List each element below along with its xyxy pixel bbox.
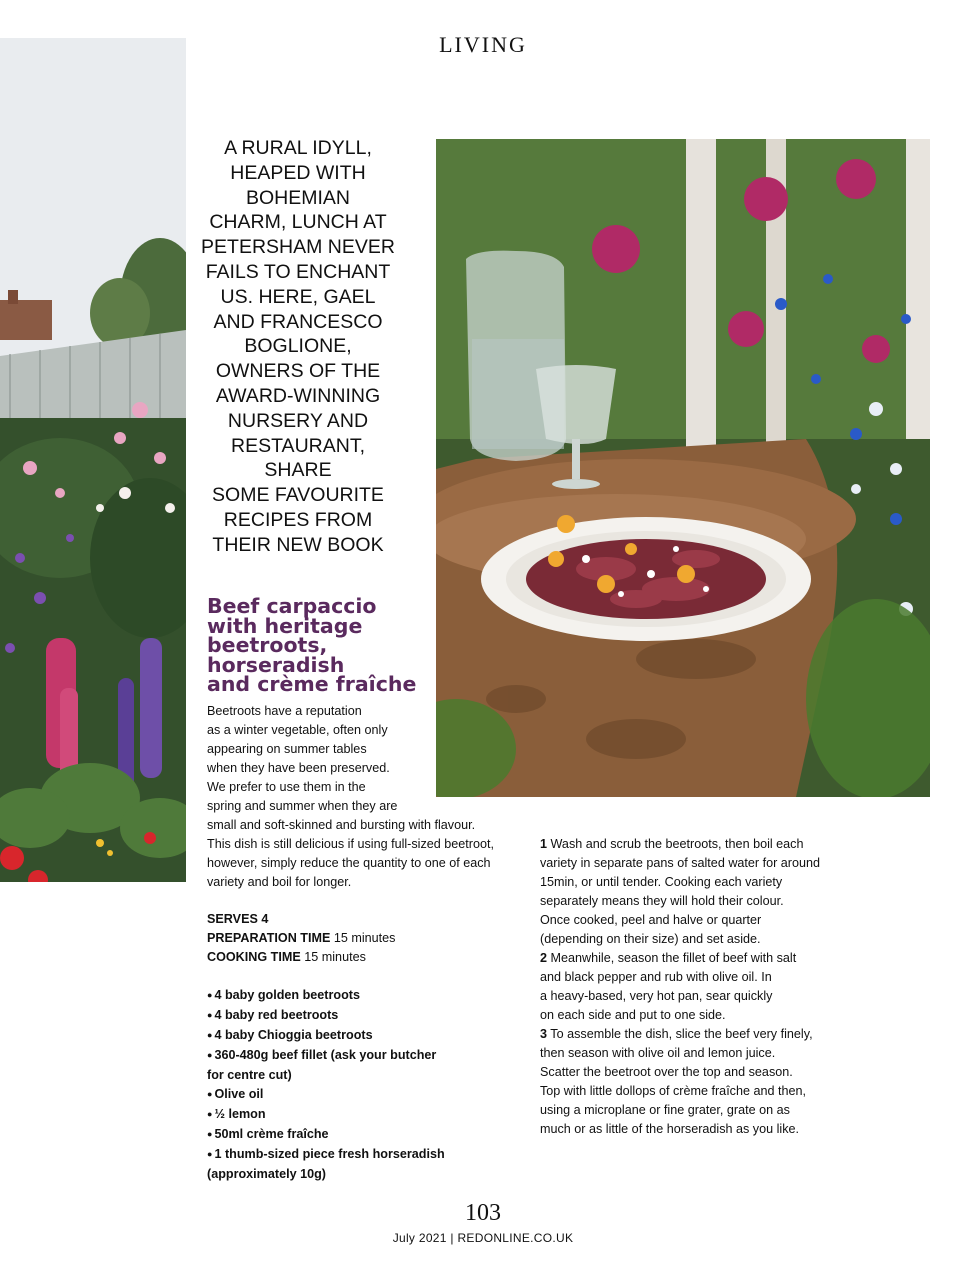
method-line: much or as little of the horseradish as you like.	[540, 1122, 799, 1136]
recipe-meta	[207, 910, 395, 967]
garden-photo	[0, 38, 186, 882]
method-line: Scatter the beetroot over the top and season.	[540, 1065, 793, 1079]
body-line: We prefer to use them in the	[207, 780, 366, 794]
ingredient-item: ● 360-480g beef fillet (ask your butcher	[207, 1046, 457, 1066]
body-line: This dish is still delicious if using full-sized beetroot,	[207, 837, 494, 851]
ingredient-item: ● 4 baby Chioggia beetroots	[207, 1026, 457, 1046]
intro-line: THEIR NEW BOOK	[212, 533, 384, 556]
step-number: 3	[540, 1027, 548, 1041]
recipe-title-line: horseradish	[207, 652, 345, 677]
intro-standfirst	[200, 136, 396, 558]
step-text: Meanwhile, season the fillet of beef with salt	[550, 951, 797, 965]
ingredient-item: ● 4 baby red beetroots	[207, 1006, 457, 1026]
recipe-title	[207, 594, 437, 696]
step-number: 1	[540, 837, 548, 851]
ingredient-item: ● ½ lemon	[207, 1105, 457, 1125]
ingredient-item: ● Olive oil	[207, 1085, 457, 1105]
intro-line: SOME FAVOURITE	[212, 484, 384, 507]
issue-date: July 2021	[392, 1231, 447, 1245]
method-line: and black pepper and rub with olive oil. In	[540, 970, 772, 984]
body-line: Beetroots have a reputation	[207, 704, 362, 718]
intro-line: PETERSHAM NEVER	[201, 236, 395, 259]
step-text: To assemble the dish, slice the beef very finely,	[550, 1027, 813, 1041]
method-line: using a microplane or fine grater, grate on as	[540, 1103, 790, 1117]
footer-divider: |	[446, 1231, 458, 1245]
method-line: Once cooked, peel and halve or quarter	[540, 913, 762, 927]
method-line: then season with olive oil and lemon juice.	[540, 1046, 776, 1060]
prep-time-value: 15 minutes	[333, 931, 396, 945]
body-line: when they have been preserved.	[207, 761, 390, 775]
intro-line: AND FRANCESCO	[213, 310, 383, 333]
section-label: LIVING	[439, 32, 527, 57]
page-number: 103	[465, 1200, 501, 1226]
intro-line: BOGLIONE,	[244, 335, 352, 358]
intro-line: AWARD-WINNING	[215, 384, 381, 407]
method-steps	[540, 835, 860, 1139]
garden-illustration	[0, 38, 186, 882]
method-line	[540, 1025, 860, 1044]
method-line: on each side and put to one side.	[540, 1008, 726, 1022]
method-line: Top with little dollops of crème fraîche and then,	[540, 1084, 807, 1098]
intro-line: RECIPES FROM	[223, 508, 373, 531]
method-line: a heavy-based, very hot pan, sear quickly	[540, 989, 773, 1003]
cook-time-label: COOKING TIME	[207, 950, 301, 964]
method-line: variety in separate pans of salted water for around	[540, 856, 821, 870]
ingredients-list	[207, 986, 457, 1184]
ingredient-item: ● 4 baby golden beetroots	[207, 986, 457, 1006]
method-line: separately means they will hold their colour.	[540, 894, 784, 908]
intro-line: CHARM, LUNCH AT	[209, 211, 387, 234]
carpaccio-photo	[436, 139, 930, 797]
ingredient-item: ● 50ml crème fraîche	[207, 1125, 457, 1145]
intro-line: FAILS TO ENCHANT	[205, 260, 391, 283]
step-number: 2	[540, 951, 548, 965]
body-line: variety and boil for longer.	[207, 875, 352, 889]
footer-credit	[0, 1231, 966, 1245]
serves-label: SERVES 4	[207, 912, 269, 926]
recipe-title-line: Beef carpaccio	[207, 594, 377, 618]
method-line	[540, 835, 860, 854]
ingredient-item: ● 1 thumb-sized piece fresh horseradish	[207, 1145, 457, 1165]
intro-line: OWNERS OF THE	[215, 360, 381, 383]
ingredient-continuation: for centre cut)	[207, 1068, 292, 1082]
prep-time-label: PREPARATION TIME	[207, 931, 331, 945]
method-line: 15min, or until tender. Cooking each variety	[540, 875, 783, 889]
body-line: small and soft-skinned and bursting with flavour.	[207, 818, 476, 832]
body-line: spring and summer when they are	[207, 799, 398, 813]
method-line: (depending on their size) and set aside.	[540, 932, 761, 946]
intro-line: BOHEMIAN	[245, 186, 350, 209]
intro-line: HEAPED WITH	[230, 161, 366, 184]
body-line: however, simply reduce the quantity to one of each	[207, 856, 491, 870]
intro-line: A RURAL IDYLL,	[224, 137, 372, 159]
method-line	[540, 949, 860, 968]
recipe-title-line: with heritage	[207, 613, 363, 638]
recipe-introduction	[207, 702, 519, 892]
ingredient-continuation: (approximately 10g)	[207, 1167, 326, 1181]
recipe-title-line: and crème fraîche	[207, 672, 417, 696]
intro-line: US. HERE, GAEL	[220, 285, 376, 308]
body-line: appearing on summer tables	[207, 742, 367, 756]
carpaccio-illustration	[436, 139, 930, 797]
recipe-title-line: beetroots,	[207, 633, 328, 657]
intro-line: RESTAURANT, SHARE	[231, 434, 365, 482]
site-link[interactable]: REDONLINE.CO.UK	[457, 1231, 574, 1245]
body-line: as a winter vegetable, often only	[207, 723, 388, 737]
step-text: Wash and scrub the beetroots, then boil each	[550, 837, 804, 851]
cook-time-value: 15 minutes	[304, 950, 366, 964]
intro-line: NURSERY AND	[227, 409, 369, 432]
